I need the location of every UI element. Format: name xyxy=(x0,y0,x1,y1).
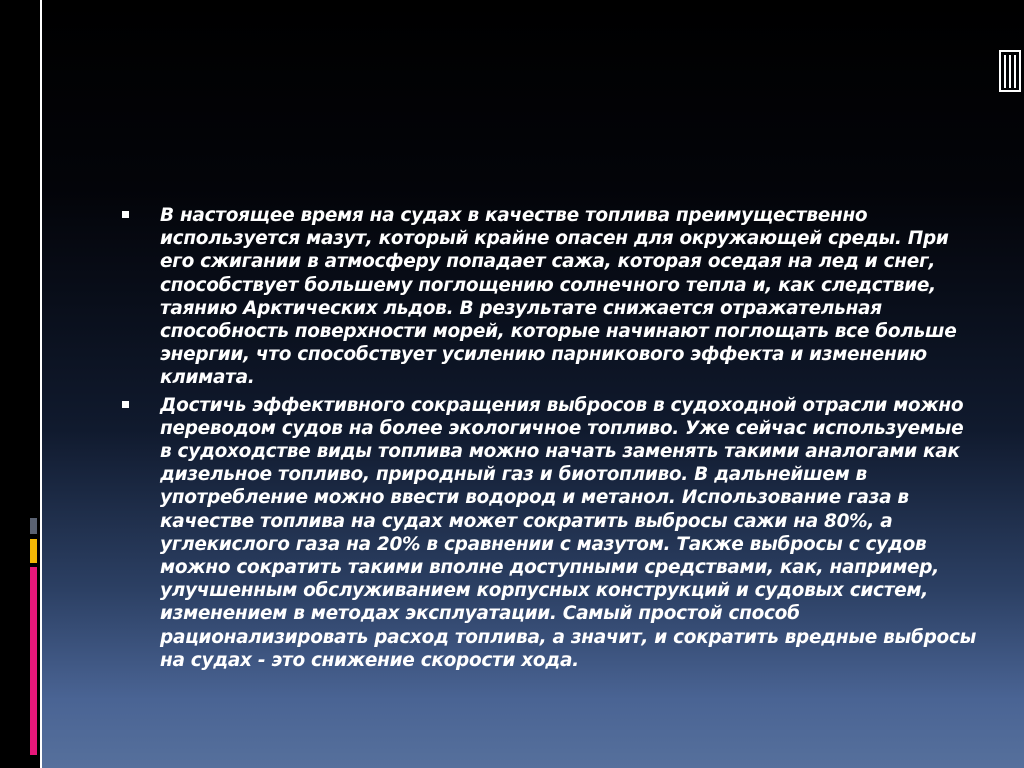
bullet-item xyxy=(120,204,980,390)
bullet-text: Достичь эффективного сокращения выбросов в судоходной отрасли можно переводом судов на более экологичное топливо. Уже сейчас используемые в судоходстве виды топлива можно начать заменять такими аналогами как дизельное топливо, природный газ и биотопливо. В дальнейшем в употребление можно ввести водород и метанол. Использование газа в качестве топлива на судах может сократить выбросы сажи на 80%, а углекислого газа на 20% в сравнении с мазутом. Также выбросы с судов можно сократить такими вполне доступными средствами, как, например, улучшенным обслуживанием корпусных конструкций и судовых систем, изменением в методах эксплуатации. Самый простой способ рационализировать расход топлива, а значит, и сократить вредные выбросы на судах - это снижение скорости хода. xyxy=(160,394,977,671)
accent-bar-pink xyxy=(30,567,37,755)
accent-bar-gray xyxy=(30,518,37,534)
accent-bar-yellow xyxy=(30,539,37,563)
window-stripes-icon xyxy=(999,50,1021,92)
square-bullet-icon xyxy=(122,211,129,218)
bullet-list xyxy=(120,204,980,676)
left-divider-line xyxy=(40,0,42,768)
bullet-text: В настоящее время на судах в качестве топлива преимущественно используется мазут, который крайне опасен для окружающей среды. При его сжигании в атмосферу попадает сажа, которая оседая на лед и снег, способствует большему поглощению солнечного тепла и, как следствие, таянию Арктических льдов. В результате снижается отражательная способность поверхности морей, которые начинают поглощать все больше энергии, что способствует усилению парникового эффекта и изменению климата. xyxy=(160,205,957,389)
square-bullet-icon xyxy=(122,401,129,408)
bullet-item xyxy=(120,394,980,672)
